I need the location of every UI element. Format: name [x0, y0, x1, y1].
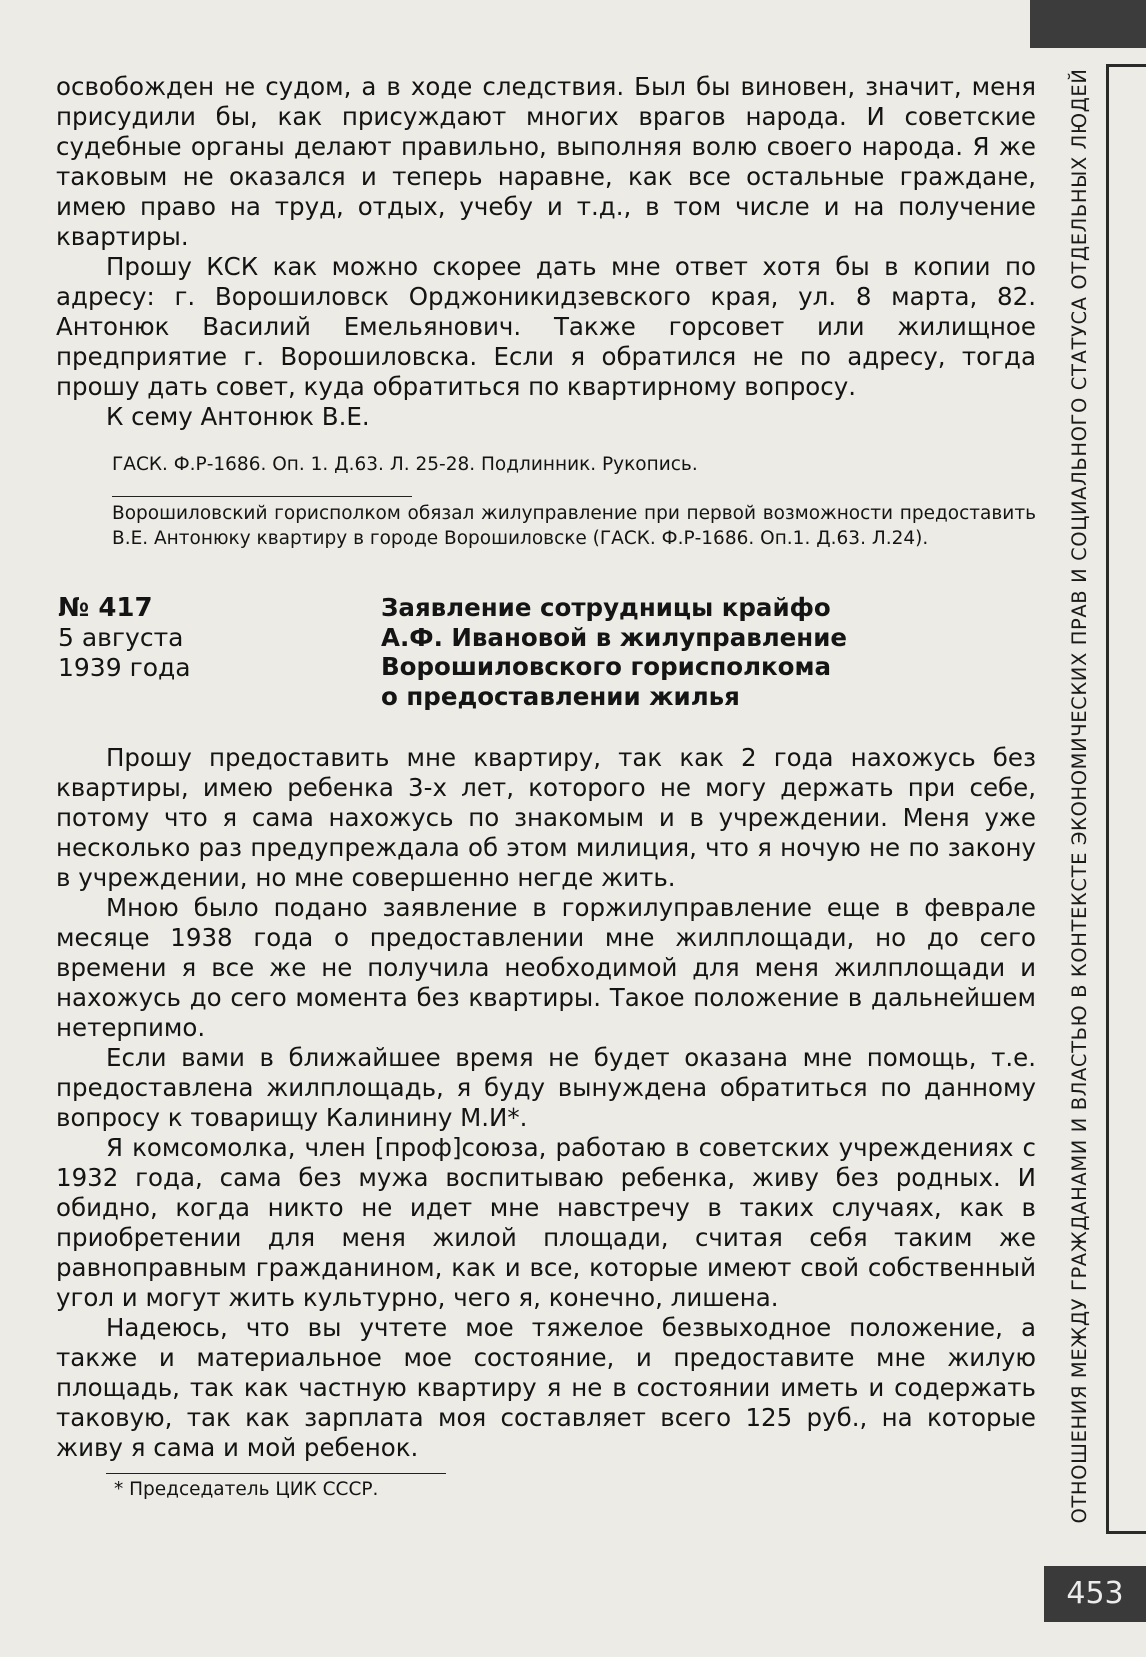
footnote: * Председатель ЦИК СССР.	[114, 1479, 379, 1500]
archive-source: ГАСК. Ф.Р-1686. Оп. 1. Д.63. Л. 25-28. Подлинник. Рукопись.	[112, 454, 698, 475]
prev-doc-paragraph-2: Прошу КСК как можно скорее дать мне ответ хотя бы в копии по адресу: г. Ворошиловск Орджоникидзевского края, ул. 8 марта, 82. Антонюк Василий Емельянович. Также горсовет или жилищное предприятие г. Ворошиловска. Если я обратился не по адресу, тогда прошу дать совет, куда обратиться по квартирному вопросу.	[56, 252, 1036, 401]
running-title-wrap	[1058, 64, 1102, 1528]
note-divider	[112, 496, 412, 497]
prev-doc-paragraph-1: освобожден не судом, а в ходе следствия. Был бы виновен, значит, меня присудили бы, как присуждают многих врагов народа. И советские судебные органы делают правильно, выполняя волю своего народа. Я же таковым не оказался и теперь наравне, как все остальные граждане, имею право на труд, отдых, учебу и т.д., в том числе и на получение квартиры.	[56, 72, 1036, 251]
main-text	[56, 72, 1036, 1502]
document-heading	[56, 593, 1036, 743]
document-title	[381, 593, 901, 711]
document-paragraph-2: Мною было подано заявление в горжилуправление еще в феврале месяце 1938 года о предоставлении мне жилплощади, но до сего времени я все же не получила необходимой для меня жилплощади и нахожусь до сего момента без квартиры. Такое положение в дальнейшем нетерпимо.	[56, 893, 1036, 1042]
document-title-line-4: о предоставлении жилья	[381, 681, 740, 711]
document-date-line-2: 1939 года	[58, 653, 191, 682]
page-number: 453	[1044, 1566, 1146, 1622]
document-title-line-2: А.Ф. Ивановой в жилуправление	[381, 622, 848, 652]
document-date	[58, 623, 191, 683]
footnote-divider	[106, 1473, 446, 1474]
running-title: ОТНОШЕНИЯ МЕЖДУ ГРАЖДАНАМИ И ВЛАСТЬЮ В КОНТЕКСТЕ ЭКОНОМИЧЕСКИХ ПРАВ И СОЦИАЛЬНОГО СТАТУСА ОТДЕЛЬНЫХ ЛЮДЕЙ	[1068, 68, 1091, 1524]
document-title-line-3: Ворошиловского горисполкома	[381, 652, 832, 681]
side-frame	[1106, 64, 1146, 1534]
top-corner-tab	[1030, 0, 1146, 48]
document-paragraph-3: Если вами в ближайшее время не будет оказана мне помощь, т.е. предоставлена жилплощадь, я буду вынуждена обратиться по данному вопросу к товарищу Калинину М.И*.	[56, 1043, 1036, 1132]
document-number: № 417	[58, 593, 153, 623]
document-paragraph-5: Надеюсь, что вы учтете мое тяжелое безвыходное положение, а также и материальное мое состояние, и предоставите мне жилую площадь, так как частную квартиру я не в состоянии иметь и содержать таковую, так как зарплата моя составляет всего 125 руб., на которые живу я сама и мой ребенок.	[56, 1313, 1036, 1462]
prev-doc-signature: К сему Антонюк В.Е.	[106, 402, 370, 431]
document-paragraph-1: Прошу предоставить мне квартиру, так как 2 года нахожусь без квартиры, имею ребенка 3-х лет, которого не могу держать при себе, потому что я сама нахожусь по знакомым и в учреждении. Меня уже несколько раз предупреждала об этом милиция, что я ночую не по закону в учреждении, но мне совершенно негде жить.	[56, 743, 1036, 892]
document-paragraph-4: Я комсомолка, член [проф]союза, работаю в советских учреждениях с 1932 года, сама без мужа воспитываю ребенка, живу без родных. И обидно, когда никто не идет мне навстречу в таких случаях, как в приобретении для меня жилой площади, считая себя таким же равноправным гражданином, как и все, которые имеют свой собственный угол и могут жить культурно, чего я, конечно, лишена.	[56, 1133, 1036, 1312]
document-date-line-1: 5 августа	[58, 623, 184, 652]
document-title-line-1: Заявление сотрудницы крайфо	[381, 593, 831, 622]
document-body	[56, 743, 1036, 1463]
editorial-note: Ворошиловский горисполком обязал жилуправление при первой возможности предоставить В.Е. Антонюку квартиру в городе Ворошиловске (ГАСК. Ф.Р-1686. Оп.1. Д.63. Л.24).	[112, 503, 1036, 549]
